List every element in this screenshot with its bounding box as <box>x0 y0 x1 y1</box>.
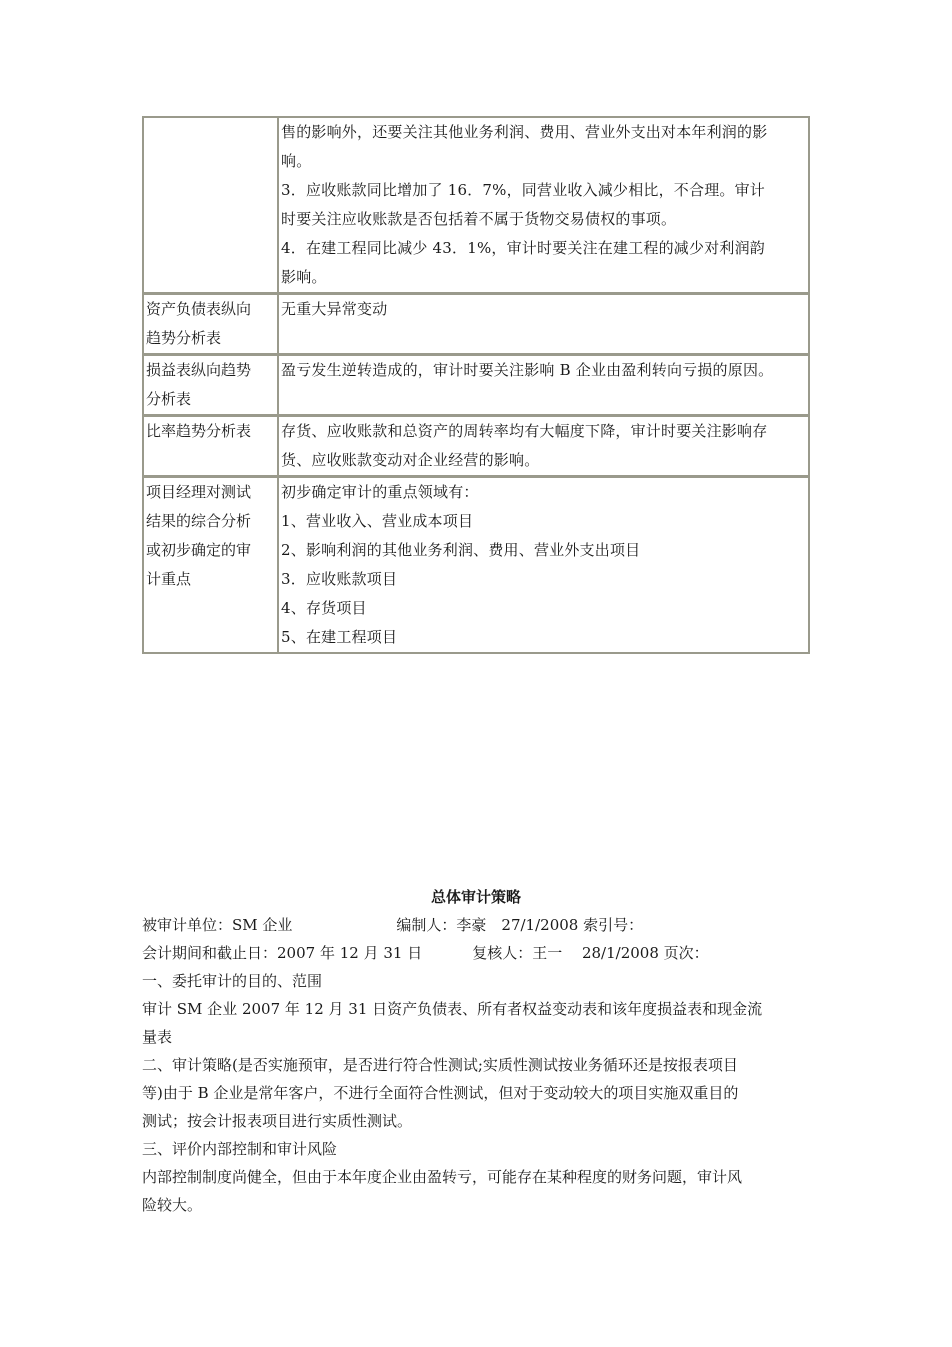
strategy-line: 测试；按会计报表项目进行实质性测试。 <box>142 1112 413 1130</box>
row-label-line: 项目经理对测试 <box>146 483 252 501</box>
row-label-line: 比率趋势分析表 <box>146 422 252 440</box>
reviewer-info: 复核人：王一 28/1/2008 页次： <box>472 944 709 962</box>
audit-strategy-section <box>142 883 810 1219</box>
row-label-line: 结果的综合分析 <box>146 512 252 530</box>
row-label-line: 或初步确定的审 <box>146 541 252 559</box>
strategy-header-row-2 <box>142 939 810 967</box>
audited-unit: 被审计单位：SM 企业 <box>142 916 293 934</box>
row-label-line: 资产负债表纵向 <box>146 300 252 318</box>
row-content-line: 4、存货项目 <box>281 599 367 617</box>
row-label-line: 趋势分析表 <box>146 329 222 347</box>
row-content-cell <box>278 354 809 415</box>
strategy-line: 量表 <box>142 1028 173 1046</box>
row-content-cell <box>278 293 809 354</box>
preparer-info: 编制人：李豪 27/1/2008 索引号： <box>396 916 644 934</box>
table-row <box>143 476 809 653</box>
strategy-line: 内部控制制度尚健全，但由于本年度企业由盈转亏，可能存在某种程度的财务问题，审计风 <box>142 1168 743 1186</box>
strategy-line: 审计 SM 企业 2007 年 12 月 31 日资产负债表、所有者权益变动表和该年度损益表和现金流 <box>142 1000 763 1018</box>
row-label-cell <box>143 415 278 476</box>
row-content-cell <box>278 415 809 476</box>
row-label-cell <box>143 117 278 293</box>
row-content-cell <box>278 476 809 653</box>
row-content-line: 货、应收账款变动对企业经营的影响。 <box>281 451 540 469</box>
row-content-line: 3．应收账款同比增加了 16．7%，同营业收入减少相比，不合理。审计 <box>281 181 765 199</box>
strategy-title: 总体审计策略 <box>430 888 521 906</box>
row-label-cell <box>143 354 278 415</box>
row-content-line: 初步确定审计的重点领域有： <box>281 483 479 501</box>
row-label-line: 损益表纵向趋势 <box>146 361 252 379</box>
strategy-body <box>142 967 810 1219</box>
row-content-cell <box>278 117 809 293</box>
row-content-line: 存货、应收账款和总资产的周转率均有大幅度下降，审计时要关注影响存 <box>281 422 768 440</box>
table-row <box>143 415 809 476</box>
row-content-line: 3．应收账款项目 <box>281 570 398 588</box>
row-content-line: 1、营业收入、营业成本项目 <box>281 512 474 530</box>
strategy-line: 等)由于 B 企业是常年客户，不进行全面符合性测试，但对于变动较大的项目实施双重目的 <box>142 1084 739 1102</box>
row-label-line: 分析表 <box>146 390 192 408</box>
accounting-period: 会计期间和截止日：2007 年 12 月 31 日 <box>142 944 423 962</box>
row-content-line: 无重大异常变动 <box>281 300 388 318</box>
row-label-cell <box>143 476 278 653</box>
strategy-line: 二、审计策略(是否实施预审，是否进行符合性测试;实质性测试按业务循环还是按报表项目 <box>142 1056 738 1074</box>
analysis-table <box>142 116 810 654</box>
table-row <box>143 293 809 354</box>
row-content-line: 时要关注应收账款是否包括着不属于货物交易债权的事项。 <box>281 210 677 228</box>
strategy-line: 三、评价内部控制和审计风险 <box>142 1140 338 1158</box>
row-content-line: 影响。 <box>281 268 327 286</box>
row-content-line: 盈亏发生逆转造成的，审计时要关注影响 B 企业由盈利转向亏损的原因。 <box>281 361 774 379</box>
row-content-line: 4．在建工程同比减少 43．1%，审计时要关注在建工程的减少对利润韵 <box>281 239 765 257</box>
strategy-header-row-1 <box>142 911 810 939</box>
row-label-cell <box>143 293 278 354</box>
row-label-line: 计重点 <box>146 570 192 588</box>
strategy-line: 险较大。 <box>142 1196 203 1214</box>
row-content-line: 2、影响利润的其他业务利润、费用、营业外支出项目 <box>281 541 641 559</box>
table-row <box>143 117 809 293</box>
row-content-line: 响。 <box>281 152 312 170</box>
table-row <box>143 354 809 415</box>
row-content-line: 5、在建工程项目 <box>281 628 398 646</box>
strategy-line: 一、委托审计的目的、范围 <box>142 972 323 990</box>
row-content-line: 售的影响外，还要关注其他业务利润、费用、营业外支出对本年利润的影 <box>281 123 768 141</box>
